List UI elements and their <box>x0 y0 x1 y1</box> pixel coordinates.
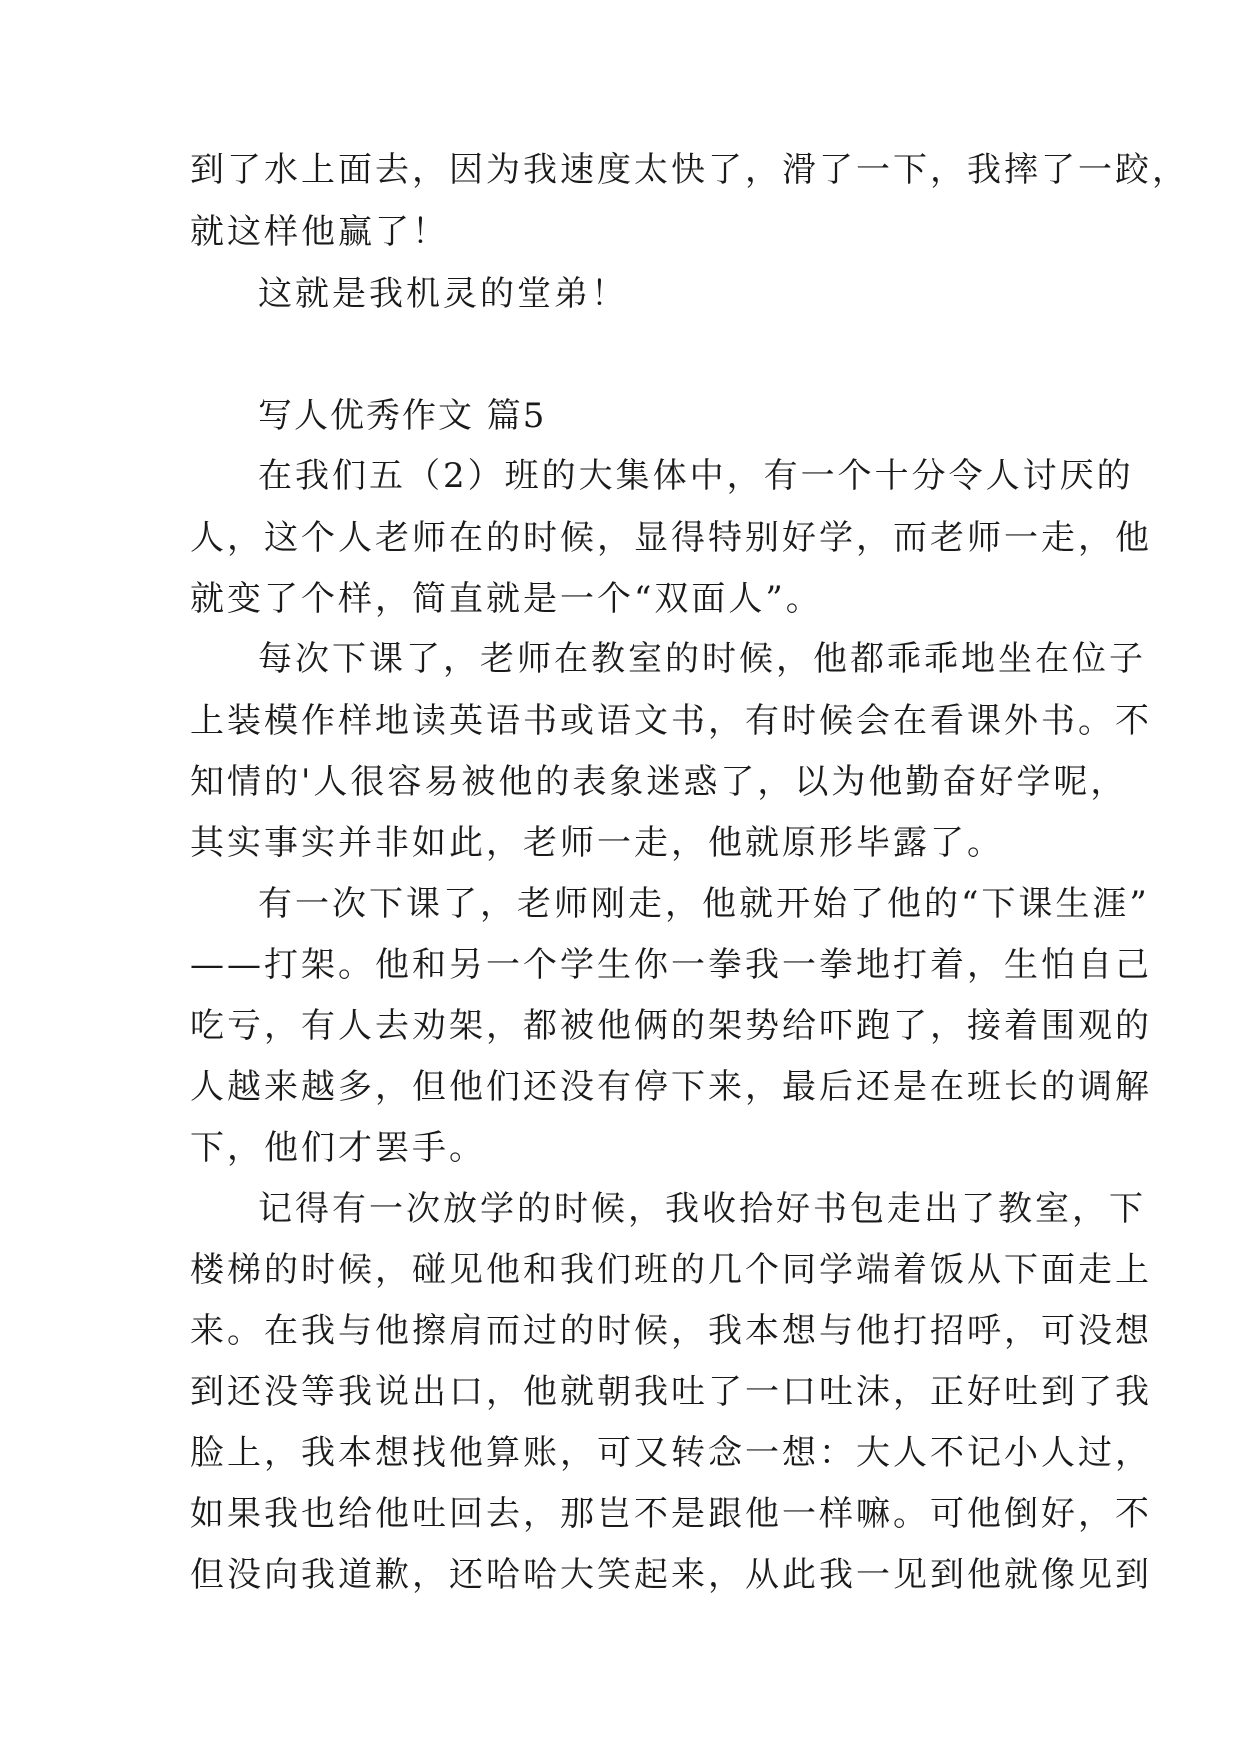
text-line: 下，他们才罢手。 <box>190 1128 486 1168</box>
text-line: 就变了个样，简直就是一个“双面人”。 <box>190 579 823 619</box>
text-line: 到了水上面去，因为我速度太快了，滑了一下，我摔了一跤， <box>190 150 1189 190</box>
text-line: 就这样他赢了！ <box>190 212 449 252</box>
text-line: 如果我也给他吐回去，那岂不是跟他一样嘛。可他倒好，不 <box>190 1494 1152 1534</box>
text-line: 来。在我与他擦肩而过的时候，我本想与他打招呼，可没想 <box>190 1311 1152 1351</box>
text-line: 这就是我机灵的堂弟！ <box>258 274 628 314</box>
text-line: 人，这个人老师在的时候，显得特别好学，而老师一走，他 <box>190 518 1152 558</box>
text-line: 在我们五（2）班的大集体中，有一个十分令人讨厌的 <box>258 456 1134 496</box>
text-line: 每次下课了，老师在教室的时候，他都乖乖地坐在位子 <box>258 639 1146 679</box>
text-line: 楼梯的时候，碰见他和我们班的几个同学端着饭从下面走上 <box>190 1250 1152 1290</box>
text-line: ——打架。他和另一个学生你一拳我一拳地打着，生怕自己 <box>190 945 1152 985</box>
text-line: 记得有一次放学的时候，我收拾好书包走出了教室，下 <box>258 1189 1146 1229</box>
text-line: 吃亏，有人去劝架，都被他俩的架势给吓跑了，接着围观的 <box>190 1006 1152 1046</box>
text-line: 但没向我道歉，还哈哈大笑起来，从此我一见到他就像见到 <box>190 1555 1152 1595</box>
section-heading: 写人优秀作文 篇5 <box>258 396 547 436</box>
text-line: 上装模作样地读英语书或语文书，有时候会在看课外书。不 <box>190 701 1152 741</box>
text-line: 到还没等我说出口，他就朝我吐了一口吐沫，正好吐到了我 <box>190 1372 1152 1412</box>
text-line: 脸上，我本想找他算账，可又转念一想：大人不记小人过， <box>190 1433 1152 1473</box>
text-line: 人越来越多，但他们还没有停下来，最后还是在班长的调解 <box>190 1067 1152 1107</box>
text-line: 知情的'人很容易被他的表象迷惑了，以为他勤奋好学呢， <box>190 762 1128 802</box>
text-line: 其实事实并非如此，老师一走，他就原形毕露了。 <box>190 823 1004 863</box>
text-line: 有一次下课了，老师刚走，他就开始了他的“下课生涯” <box>258 884 1150 924</box>
